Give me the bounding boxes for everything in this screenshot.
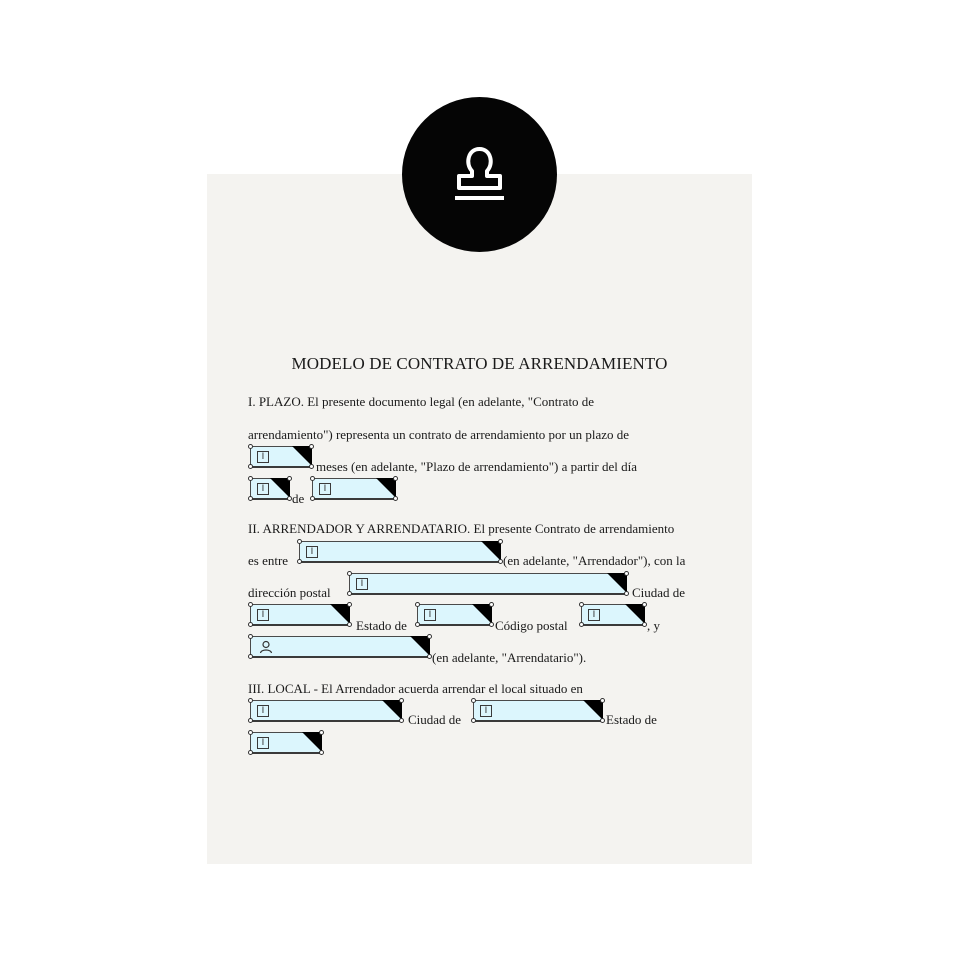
field-corner [302,732,322,752]
es-entre-label: es entre [248,553,289,568]
resize-handle[interactable] [297,559,302,564]
tenant-name-field[interactable] [250,636,430,658]
document-sheet [207,174,752,864]
ciudad-label: Ciudad de [632,585,686,600]
resize-handle[interactable] [248,496,253,501]
landlord-zip-field[interactable] [581,604,645,626]
landlord-city-field[interactable] [250,604,350,626]
arrendatario-label: (en adelante, "Arrendatario"). [432,650,587,665]
resize-handle[interactable] [248,622,253,627]
landlord-address-field[interactable] [349,573,627,595]
text-field-icon: I [306,546,318,558]
field-corner [376,478,396,498]
resize-handle[interactable] [393,476,398,481]
de-label: de [292,491,305,506]
resize-handle[interactable] [297,539,302,544]
text-field-icon: I [257,705,269,717]
field-corner [382,700,402,720]
stamp-icon [446,141,513,208]
resize-handle[interactable] [347,602,352,607]
direccion-postal-label: dirección postal [248,585,331,600]
landlord-state-field[interactable] [417,604,492,626]
premises-ciudad-label: Ciudad de [408,712,462,727]
text-field-icon: I [424,609,436,621]
text-field-icon: I [257,451,269,463]
resize-handle[interactable] [624,591,629,596]
resize-handle[interactable] [319,730,324,735]
resize-handle[interactable] [489,622,494,627]
estado-label: Estado de [356,618,407,633]
premises-estado-label: Estado de [606,712,657,727]
resize-handle[interactable] [471,698,476,703]
resize-handle[interactable] [248,444,253,449]
resize-handle[interactable] [624,571,629,576]
text-field-icon: I [356,578,368,590]
resize-handle[interactable] [393,496,398,501]
text-field-icon: I [588,609,600,621]
resize-handle[interactable] [347,571,352,576]
resize-handle[interactable] [600,698,605,703]
text-field-icon: I [480,705,492,717]
text-field-icon: I [319,483,331,495]
stamp-badge [402,97,557,252]
resize-handle[interactable] [248,476,253,481]
section-3-line-1: III. LOCAL - El Arrendador acuerda arrendar el local situado en [248,681,583,696]
field-corner [330,604,350,624]
document-title: MODELO DE CONTRATO DE ARRENDAMIENTO [291,354,668,373]
resize-handle[interactable] [489,602,494,607]
premises-city-field[interactable] [473,700,603,722]
resize-handle[interactable] [248,718,253,723]
resize-handle[interactable] [415,602,420,607]
landlord-name-field[interactable] [299,541,501,563]
start-day-field[interactable] [250,478,290,500]
resize-handle[interactable] [399,698,404,703]
resize-handle[interactable] [248,654,253,659]
resize-handle[interactable] [415,622,420,627]
resize-handle[interactable] [347,591,352,596]
premises-state-field[interactable] [250,732,322,754]
resize-handle[interactable] [248,750,253,755]
field-corner [410,636,430,656]
start-month-field[interactable] [312,478,396,500]
section-1-line-2: arrendamiento") representa un contrato de arrendamiento por un plazo de [248,427,630,442]
resize-handle[interactable] [310,476,315,481]
field-corner [472,604,492,624]
resize-handle[interactable] [310,496,315,501]
resize-handle[interactable] [642,602,647,607]
text-field-icon: I [257,609,269,621]
text-field-icon: I [257,737,269,749]
resize-handle[interactable] [287,476,292,481]
section-2-line-1: II. ARRENDADOR Y ARRENDATARIO. El presente Contrato de arrendamiento [248,521,675,536]
field-corner [625,604,645,624]
y-label: , y [647,618,660,633]
section-1-line-1: I. PLAZO. El presente documento legal (en adelante, "Contrato de [248,394,595,409]
lease-months-field[interactable] [250,446,312,468]
field-corner [583,700,603,720]
resize-handle[interactable] [399,718,404,723]
resize-handle[interactable] [579,622,584,627]
resize-handle[interactable] [309,464,314,469]
resize-handle[interactable] [471,718,476,723]
field-corner [481,541,501,561]
field-corner [607,573,627,593]
text-field-icon: I [257,483,269,495]
resize-handle[interactable] [427,634,432,639]
resize-handle[interactable] [248,602,253,607]
field-corner [270,478,290,498]
field-corner [292,446,312,466]
resize-handle[interactable] [309,444,314,449]
section-1-line-3: meses (en adelante, "Plazo de arrendamiento") a partir del día [316,459,638,474]
person-icon [259,640,273,654]
codigo-postal-label: Código postal [495,618,568,633]
resize-handle[interactable] [248,464,253,469]
resize-handle[interactable] [248,634,253,639]
resize-handle[interactable] [248,730,253,735]
resize-handle[interactable] [347,622,352,627]
resize-handle[interactable] [248,698,253,703]
resize-handle[interactable] [600,718,605,723]
resize-handle[interactable] [319,750,324,755]
resize-handle[interactable] [579,602,584,607]
arrendador-label: (en adelante, "Arrendador"), con la [503,553,686,568]
premises-address-field[interactable] [250,700,402,722]
resize-handle[interactable] [498,539,503,544]
